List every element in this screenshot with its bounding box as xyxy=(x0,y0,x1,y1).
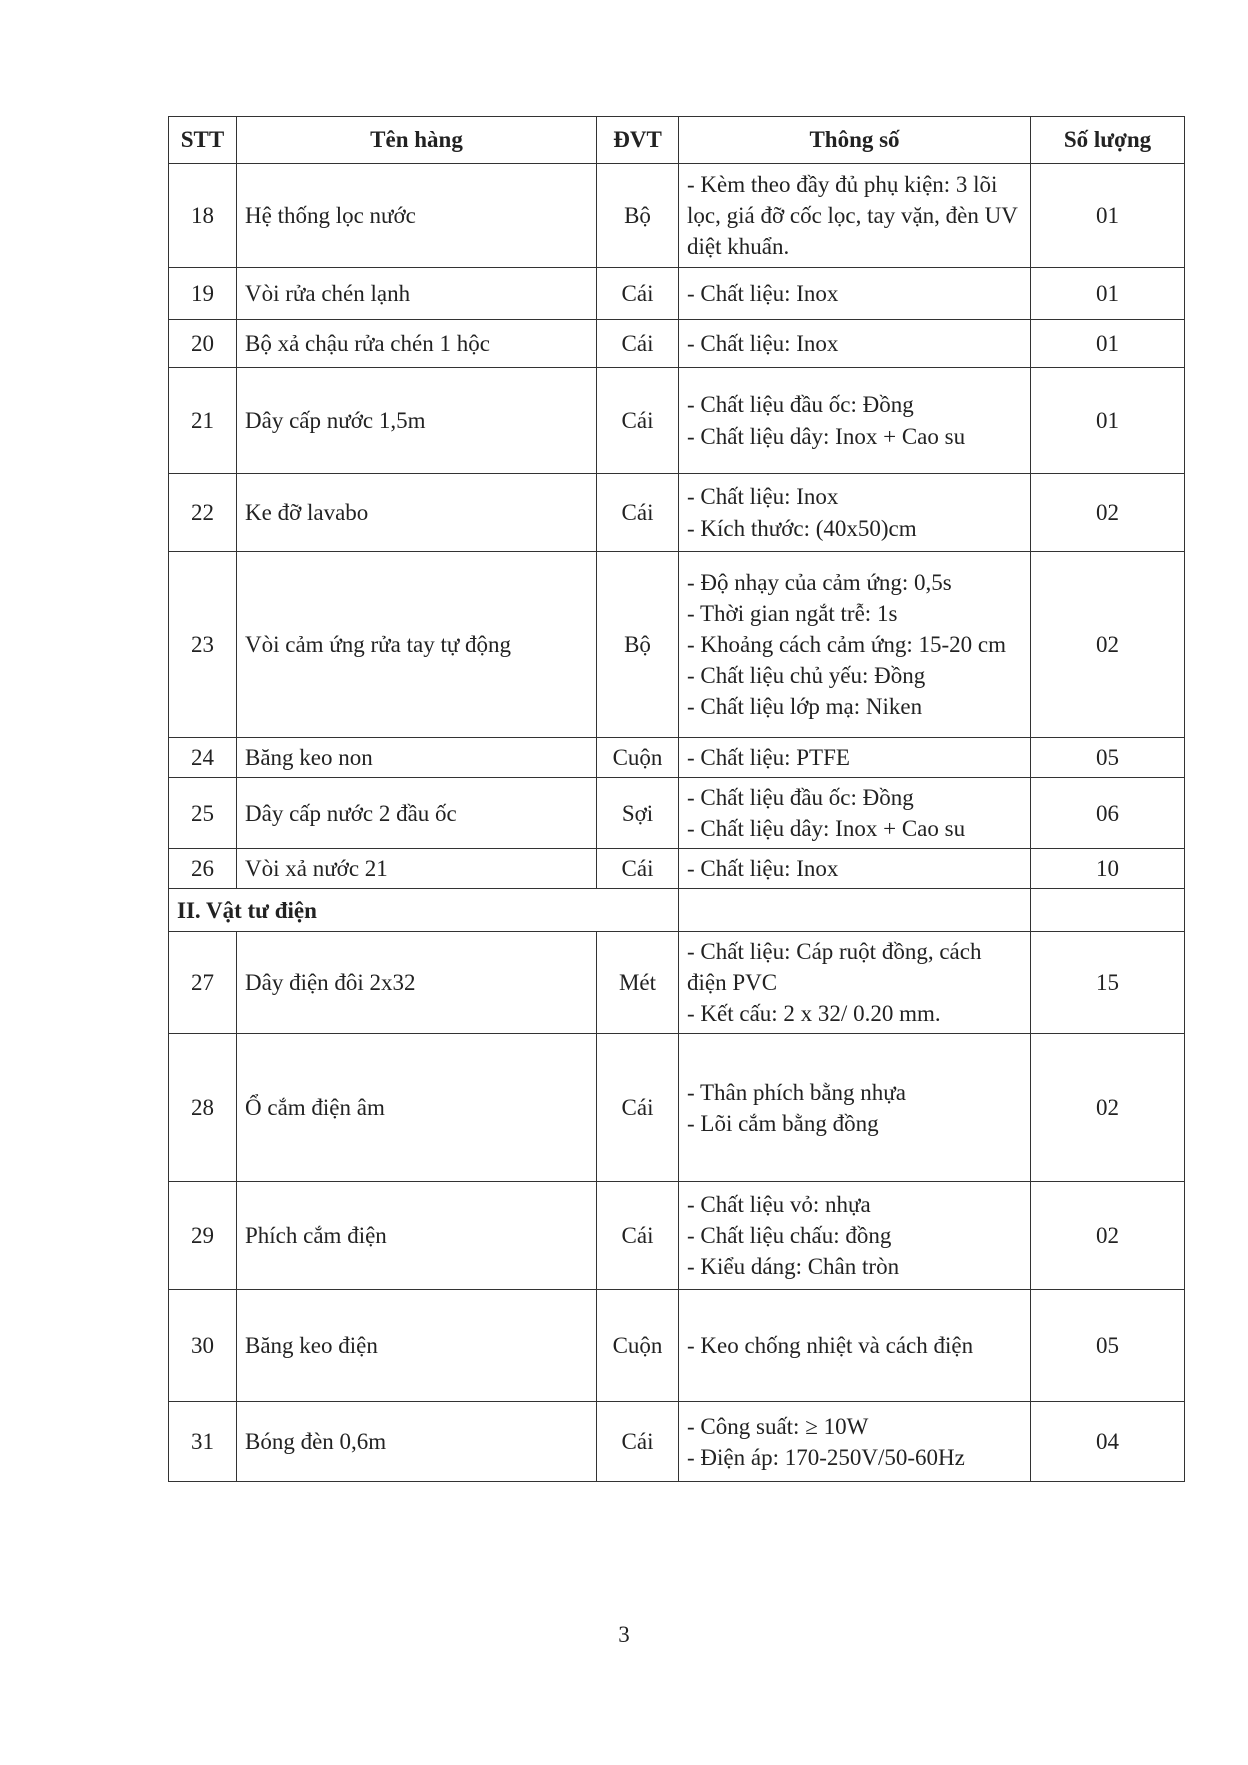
row-unit: Bộ xyxy=(597,164,679,268)
row-spec xyxy=(679,320,1031,368)
spec-line: - Công suất: ≥ 10W xyxy=(687,1413,869,1439)
spec-line: - Kèm theo đầy đủ phụ kiện: 3 lõi lọc, giá đỡ cốc lọc, tay vặn, đèn UV diệt khuẩn. xyxy=(687,171,1018,260)
row-stt: 20 xyxy=(169,320,237,368)
table-row xyxy=(169,320,1185,368)
row-unit: Cái xyxy=(597,320,679,368)
row-name: Ổ cắm điện âm xyxy=(237,1034,597,1182)
spec-line: - Chất liệu chấu: đồng xyxy=(687,1223,892,1249)
row-spec xyxy=(679,1290,1031,1402)
table-body-section xyxy=(169,889,1185,932)
row-unit: Cái xyxy=(597,849,679,889)
row-unit: Bộ xyxy=(597,552,679,738)
section-title: II. Vật tư điện xyxy=(169,889,679,932)
row-name: Phích cắm điện xyxy=(237,1182,597,1290)
table-row xyxy=(169,738,1185,778)
row-qty: 06 xyxy=(1031,778,1185,849)
table-row xyxy=(169,268,1185,320)
row-unit: Mét xyxy=(597,932,679,1034)
table-body-electrical xyxy=(169,932,1185,1482)
row-unit: Cái xyxy=(597,474,679,552)
spec-line: - Chất liệu: Inox xyxy=(687,484,839,510)
row-stt: 30 xyxy=(169,1290,237,1402)
row-stt: 23 xyxy=(169,552,237,738)
table-row xyxy=(169,1034,1185,1182)
table-row xyxy=(169,1290,1185,1402)
row-name: Vòi rửa chén lạnh xyxy=(237,268,597,320)
row-spec xyxy=(679,268,1031,320)
row-stt: 26 xyxy=(169,849,237,889)
spec-line: - Chất liệu dây: Inox + Cao su xyxy=(687,816,966,842)
row-name: Dây điện đôi 2x32 xyxy=(237,932,597,1034)
spec-line: - Kiểu dáng: Chân tròn xyxy=(687,1254,900,1280)
row-qty: 02 xyxy=(1031,1034,1185,1182)
row-stt: 19 xyxy=(169,268,237,320)
section-empty-cell xyxy=(1031,889,1185,932)
page-number: 3 xyxy=(618,1622,630,1647)
spec-line: - Thân phích bằng nhựa xyxy=(687,1079,906,1105)
row-qty: 02 xyxy=(1031,552,1185,738)
row-stt: 22 xyxy=(169,474,237,552)
section-row xyxy=(169,889,1185,932)
row-stt: 24 xyxy=(169,738,237,778)
row-unit: Cuộn xyxy=(597,738,679,778)
row-spec xyxy=(679,1402,1031,1482)
row-stt: 28 xyxy=(169,1034,237,1182)
row-spec xyxy=(679,1182,1031,1290)
header-unit: ĐVT xyxy=(597,117,679,164)
row-unit: Cuộn xyxy=(597,1290,679,1402)
table-row xyxy=(169,1402,1185,1482)
spec-line: - Chất liệu: Inox xyxy=(687,330,839,356)
row-spec xyxy=(679,932,1031,1034)
spec-line: - Chất liệu chủ yếu: Đồng xyxy=(687,663,926,689)
row-stt: 25 xyxy=(169,778,237,849)
items-table xyxy=(168,116,1185,1482)
row-qty: 02 xyxy=(1031,474,1185,552)
spec-line: - Chất liệu: Inox xyxy=(687,280,839,306)
row-stt: 31 xyxy=(169,1402,237,1482)
spec-line: - Chất liệu lớp mạ: Niken xyxy=(687,694,923,720)
spec-line: - Độ nhạy của cảm ứng: 0,5s xyxy=(687,569,952,595)
table-header-row xyxy=(169,117,1185,164)
row-stt: 21 xyxy=(169,368,237,474)
row-qty: 05 xyxy=(1031,738,1185,778)
header-spec: Thông số xyxy=(679,117,1031,164)
row-unit: Cái xyxy=(597,1034,679,1182)
row-unit: Cái xyxy=(597,1402,679,1482)
row-spec xyxy=(679,474,1031,552)
row-name: Dây cấp nước 1,5m xyxy=(237,368,597,474)
row-name: Bóng đèn 0,6m xyxy=(237,1402,597,1482)
spec-line: - Chất liệu đầu ốc: Đồng xyxy=(687,392,914,418)
table-row xyxy=(169,849,1185,889)
row-stt: 29 xyxy=(169,1182,237,1290)
row-qty: 15 xyxy=(1031,932,1185,1034)
row-name: Ke đỡ lavabo xyxy=(237,474,597,552)
table-row xyxy=(169,932,1185,1034)
row-spec xyxy=(679,738,1031,778)
spec-line: - Kết cấu: 2 x 32/ 0.20 mm. xyxy=(687,1001,941,1027)
spec-line: - Chất liệu vỏ: nhựa xyxy=(687,1192,871,1218)
row-name: Bộ xả chậu rửa chén 1 hộc xyxy=(237,320,597,368)
row-unit: Cái xyxy=(597,268,679,320)
section-empty-cell xyxy=(679,889,1031,932)
spec-line: - Kích thước: (40x50)cm xyxy=(687,515,917,541)
row-qty: 01 xyxy=(1031,164,1185,268)
header-name: Tên hàng xyxy=(237,117,597,164)
row-qty: 01 xyxy=(1031,320,1185,368)
spec-line: - Chất liệu đầu ốc: Đồng xyxy=(687,785,914,811)
row-unit: Cái xyxy=(597,368,679,474)
row-qty: 02 xyxy=(1031,1182,1185,1290)
header-qty: Số lượng xyxy=(1031,117,1185,164)
row-name: Vòi cảm ứng rửa tay tự động xyxy=(237,552,597,738)
spec-line: - Điện áp: 170-250V/50-60Hz xyxy=(687,1444,965,1470)
row-spec xyxy=(679,1034,1031,1182)
table-row xyxy=(169,474,1185,552)
row-qty: 01 xyxy=(1031,268,1185,320)
spec-line: - Chất liệu: Cáp ruột đồng, cách điện PVC xyxy=(687,939,982,996)
row-spec xyxy=(679,849,1031,889)
header-stt: STT xyxy=(169,117,237,164)
table-row xyxy=(169,368,1185,474)
spec-line: - Thời gian ngắt trễ: 1s xyxy=(687,600,898,626)
row-qty: 01 xyxy=(1031,368,1185,474)
row-qty: 04 xyxy=(1031,1402,1185,1482)
table-body-plumbing xyxy=(169,164,1185,889)
row-unit: Sợi xyxy=(597,778,679,849)
spec-line: - Chất liệu: Inox xyxy=(687,856,839,882)
row-name: Hệ thống lọc nước xyxy=(237,164,597,268)
spec-line: - Chất liệu: PTFE xyxy=(687,745,850,770)
row-qty: 10 xyxy=(1031,849,1185,889)
row-spec xyxy=(679,368,1031,474)
row-stt: 27 xyxy=(169,932,237,1034)
row-name: Dây cấp nước 2 đầu ốc xyxy=(237,778,597,849)
table-row xyxy=(169,552,1185,738)
spec-line: - Khoảng cách cảm ứng: 15-20 cm xyxy=(687,631,1007,657)
row-unit: Cái xyxy=(597,1182,679,1290)
row-spec xyxy=(679,164,1031,268)
row-name: Băng keo non xyxy=(237,738,597,778)
spec-line: - Keo chống nhiệt và cách điện xyxy=(687,1333,974,1359)
table-row xyxy=(169,778,1185,849)
row-stt: 18 xyxy=(169,164,237,268)
table-row xyxy=(169,164,1185,268)
row-spec xyxy=(679,778,1031,849)
row-name: Vòi xả nước 21 xyxy=(237,849,597,889)
row-spec xyxy=(679,552,1031,738)
spec-line: - Chất liệu dây: Inox + Cao su xyxy=(687,423,966,449)
table-row xyxy=(169,1182,1185,1290)
row-qty: 05 xyxy=(1031,1290,1185,1402)
row-name: Băng keo điện xyxy=(237,1290,597,1402)
spec-line: - Lõi cắm bằng đồng xyxy=(687,1110,879,1136)
